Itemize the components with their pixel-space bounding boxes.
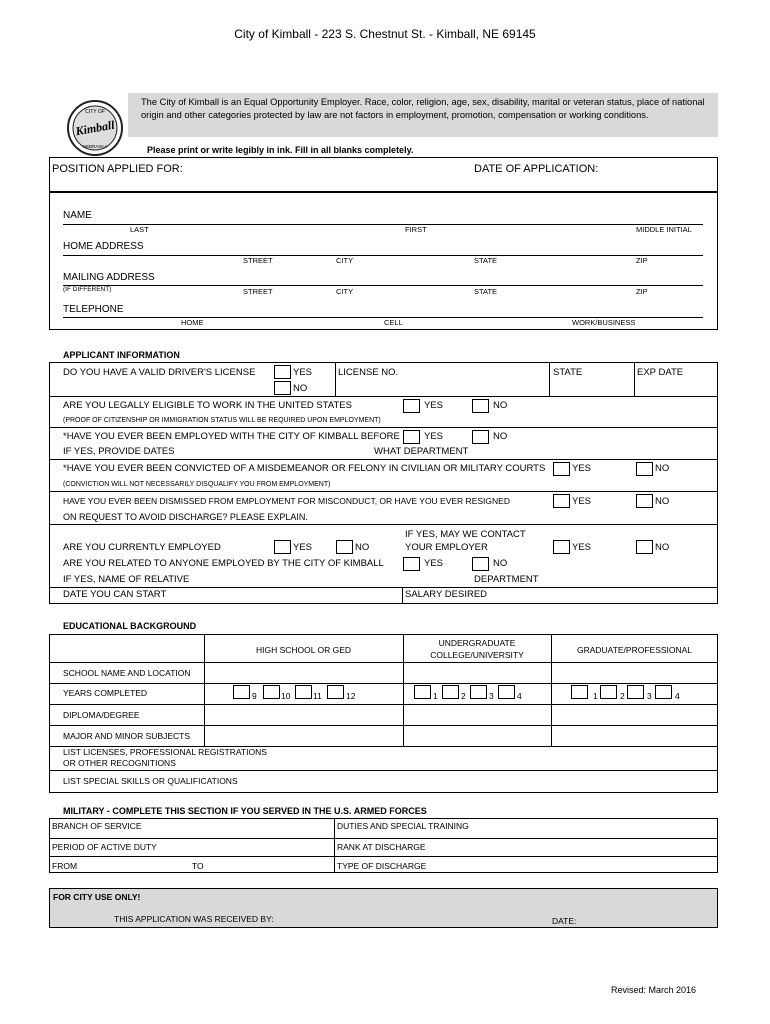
hs-year-11-checkbox[interactable] — [295, 685, 312, 699]
currently-employed-yes-label: YES — [293, 542, 313, 553]
state-label: STATE — [474, 256, 498, 265]
related-no-checkbox[interactable] — [472, 557, 489, 571]
currently-employed-question: ARE YOU CURRENTLY EMPLOYED — [63, 542, 221, 553]
license-exp-date-label: EXP DATE — [637, 367, 684, 378]
related-yes-label: YES — [424, 558, 444, 569]
grad-year-2-label: 2 — [620, 691, 625, 701]
may-contact-line2: YOUR EMPLOYER — [405, 542, 488, 553]
logo-main-text: Kimball — [74, 117, 116, 139]
name-line[interactable] — [63, 224, 703, 225]
dismissed-question-line2: ON REQUEST TO AVOID DISCHARGE? PLEASE EXPLAIN. — [63, 512, 308, 522]
license-no-label: NO — [293, 383, 308, 394]
license-no-field-label: LICENSE NO. — [338, 367, 399, 378]
grad-year-4-checkbox[interactable] — [655, 685, 672, 699]
licenses-label-line1: LIST LICENSES, PROFESSIONAL REGISTRATIONS — [63, 747, 267, 757]
may-contact-line1: IF YES, MAY WE CONTACT — [405, 529, 526, 540]
hs-year-10-label: 10 — [281, 691, 291, 701]
major-minor-label: MAJOR AND MINOR SUBJECTS — [63, 731, 191, 741]
contact-employer-no-label: NO — [655, 542, 670, 553]
mailing-address-line[interactable] — [63, 285, 703, 286]
related-no-label: NO — [493, 558, 508, 569]
home-address-line[interactable] — [63, 255, 703, 256]
employed-city-no-label: NO — [493, 431, 508, 442]
license-question: DO YOU HAVE A VALID DRIVER'S LICENSE — [63, 367, 256, 378]
branch-label: BRANCH OF SERVICE — [52, 821, 142, 831]
street-label-2: STREET — [243, 287, 273, 296]
convicted-yes-label: YES — [572, 463, 592, 474]
eeo-statement: The City of Kimball is an Equal Opportunity Employer. Race, color, religion, age, sex, disability, marital or veteran status, place of national origin and other categories protected by law are not factors in employment, promotion, compensation or working conditions. — [141, 97, 705, 120]
if-different-label: (IF DIFFERENT) — [63, 286, 112, 293]
employed-city-yes-checkbox[interactable] — [403, 430, 420, 444]
zip-label-2: ZIP — [636, 287, 648, 296]
position-applied-label: POSITION APPLIED FOR: — [52, 163, 183, 175]
instructions: Please print or write legibly in ink. Fill in all blanks completely. — [147, 145, 414, 155]
dismissed-no-label: NO — [655, 496, 670, 507]
date-of-application-label: DATE OF APPLICATION: — [474, 163, 599, 175]
to-label: TO — [192, 861, 204, 871]
provide-dates-label: IF YES, PROVIDE DATES — [63, 446, 175, 457]
col-undergraduate-line1: UNDERGRADUATE — [438, 638, 516, 648]
rank-label: RANK AT DISCHARGE — [337, 842, 426, 852]
col-undergraduate-line2: COLLEGE/UNIVERSITY — [430, 650, 524, 660]
convicted-question: *HAVE YOU EVER BEEN CONVICTED OF A MISDEMEANOR OR FELONY IN CIVILIAN OR MILITARY COURTS — [63, 463, 546, 474]
eeo-statement-box — [128, 93, 718, 137]
relative-department-label: DEPARTMENT — [474, 574, 539, 585]
telephone-label: TELEPHONE — [63, 304, 124, 315]
eligible-note: (PROOF OF CITIZENSHIP OR IMMIGRATION STATUS WILL BE REQUIRED UPON EMPLOYMENT) — [63, 417, 381, 424]
convicted-yes-checkbox[interactable] — [553, 462, 570, 476]
eligible-no-checkbox[interactable] — [472, 399, 489, 413]
school-name-label: SCHOOL NAME AND LOCATION — [63, 668, 191, 678]
grad-year-1-label: 1 — [593, 691, 598, 701]
ug-year-4-label: 4 — [517, 691, 522, 701]
logo-top-text: CITY OF — [85, 109, 105, 115]
hs-year-11-label: 11 — [313, 691, 322, 701]
ug-year-1-checkbox[interactable] — [414, 685, 431, 699]
first-label: FIRST — [405, 225, 427, 234]
hs-year-12-label: 12 — [346, 691, 356, 701]
period-label: PERIOD OF ACTIVE DUTY — [52, 842, 157, 852]
work-phone-label: WORK/BUSINESS — [572, 318, 636, 327]
eligible-question: ARE YOU LEGALLY ELIGIBLE TO WORK IN THE UNITED STATES — [63, 400, 352, 411]
personal-info-box — [49, 192, 718, 330]
eligible-yes-checkbox[interactable] — [403, 399, 420, 413]
contact-employer-yes-label: YES — [572, 542, 592, 553]
related-question: ARE YOU RELATED TO ANYONE EMPLOYED BY THE CITY OF KIMBALL — [63, 558, 384, 569]
col-high-school: HIGH SCHOOL OR GED — [255, 645, 352, 655]
ug-year-2-checkbox[interactable] — [442, 685, 459, 699]
city-logo — [60, 98, 130, 158]
received-by-label: THIS APPLICATION WAS RECEIVED BY: — [114, 914, 274, 924]
zip-label: ZIP — [636, 256, 648, 265]
discharge-type-label: TYPE OF DISCHARGE — [337, 861, 427, 871]
grad-year-3-label: 3 — [647, 691, 652, 701]
applicant-info-heading: APPLICANT INFORMATION — [63, 350, 180, 360]
hs-year-12-checkbox[interactable] — [327, 685, 344, 699]
diploma-label: DIPLOMA/DEGREE — [63, 710, 140, 720]
currently-employed-no-label: NO — [355, 542, 370, 553]
hs-year-9-checkbox[interactable] — [233, 685, 250, 699]
salary-desired-label: SALARY DESIRED — [405, 589, 488, 600]
eligible-yes-label: YES — [424, 400, 444, 411]
convicted-note: (CONVICTION WILL NOT NECESSARILY DISQUALIFY YOU FROM EMPLOYMENT) — [63, 481, 331, 488]
related-yes-checkbox[interactable] — [403, 557, 420, 571]
hs-year-9-label: 9 — [252, 691, 257, 701]
dismissed-question-line1: HAVE YOU EVER BEEN DISMISSED FROM EMPLOYMENT FOR MISCONDUCT, OR HAVE YOU EVER RESIGNED — [63, 496, 510, 506]
education-heading: EDUCATIONAL BACKGROUND — [63, 621, 197, 631]
home-address-label: HOME ADDRESS — [63, 241, 144, 252]
grad-year-2-checkbox[interactable] — [600, 685, 617, 699]
col-graduate: GRADUATE/PROFESSIONAL — [576, 645, 693, 655]
license-no-checkbox[interactable] — [274, 381, 291, 395]
license-state-label: STATE — [553, 367, 583, 378]
home-phone-label: HOME — [181, 318, 204, 327]
ug-year-4-checkbox[interactable] — [498, 685, 515, 699]
contact-employer-yes-checkbox[interactable] — [553, 540, 570, 554]
contact-employer-no-checkbox[interactable] — [636, 540, 653, 554]
license-yes-checkbox[interactable] — [274, 365, 291, 379]
what-department-label: WHAT DEPARTMENT — [374, 446, 469, 457]
ug-year-2-label: 2 — [461, 691, 466, 701]
city-label-2: CITY — [336, 287, 354, 296]
name-label: NAME — [63, 210, 92, 221]
ug-year-3-label: 3 — [489, 691, 494, 701]
military-heading: MILITARY - COMPLETE THIS SECTION IF YOU SERVED IN THE U.S. ARMED FORCES — [63, 806, 427, 816]
ug-year-1-label: 1 — [433, 691, 438, 701]
license-yes-label: YES — [293, 367, 313, 378]
revised-date: Revised: March 2016 — [611, 985, 697, 995]
start-date-label: DATE YOU CAN START — [63, 589, 167, 600]
city-use-date-label: DATE: — [552, 916, 577, 926]
duties-label: DUTIES AND SPECIAL TRAINING — [337, 821, 469, 831]
mailing-address-label: MAILING ADDRESS — [63, 272, 155, 283]
years-completed-label: YEARS COMPLETED — [63, 688, 148, 698]
page-title: City of Kimball - 223 S. Chestnut St. - Kimball, NE 69145 — [234, 27, 536, 41]
convicted-no-label: NO — [655, 463, 670, 474]
employed-city-yes-label: YES — [424, 431, 444, 442]
hs-year-10-checkbox[interactable] — [263, 685, 280, 699]
currently-employed-no-checkbox[interactable] — [336, 540, 353, 554]
convicted-no-checkbox[interactable] — [636, 462, 653, 476]
dismissed-yes-label: YES — [572, 496, 592, 507]
last-label: LAST — [130, 225, 149, 234]
eligible-no-label: NO — [493, 400, 508, 411]
licenses-label-line2: OR OTHER RECOGNITIONS — [63, 758, 176, 768]
grad-year-1-checkbox[interactable] — [571, 685, 588, 699]
city-use-heading: FOR CITY USE ONLY! — [53, 892, 141, 902]
logo-bottom-text: NEBRASKA — [82, 144, 108, 149]
skills-label: LIST SPECIAL SKILLS OR QUALIFICATIONS — [63, 776, 238, 786]
cell-phone-label: CELL — [384, 318, 403, 327]
from-label: FROM — [52, 861, 78, 871]
city-label: CITY — [336, 256, 354, 265]
relative-name-label: IF YES, NAME OF RELATIVE — [63, 574, 190, 585]
ug-year-3-checkbox[interactable] — [470, 685, 487, 699]
grad-year-3-checkbox[interactable] — [627, 685, 644, 699]
currently-employed-yes-checkbox[interactable] — [274, 540, 291, 554]
dismissed-yes-checkbox[interactable] — [553, 494, 570, 508]
state-label-2: STATE — [474, 287, 498, 296]
employed-city-no-checkbox[interactable] — [472, 430, 489, 444]
street-label: STREET — [243, 256, 273, 265]
grad-year-4-label: 4 — [675, 691, 680, 701]
dismissed-no-checkbox[interactable] — [636, 494, 653, 508]
middle-initial-label: MIDDLE INITIAL — [636, 225, 692, 234]
employed-city-question: *HAVE YOU EVER BEEN EMPLOYED WITH THE CITY OF KIMBALL BEFORE — [63, 431, 400, 442]
